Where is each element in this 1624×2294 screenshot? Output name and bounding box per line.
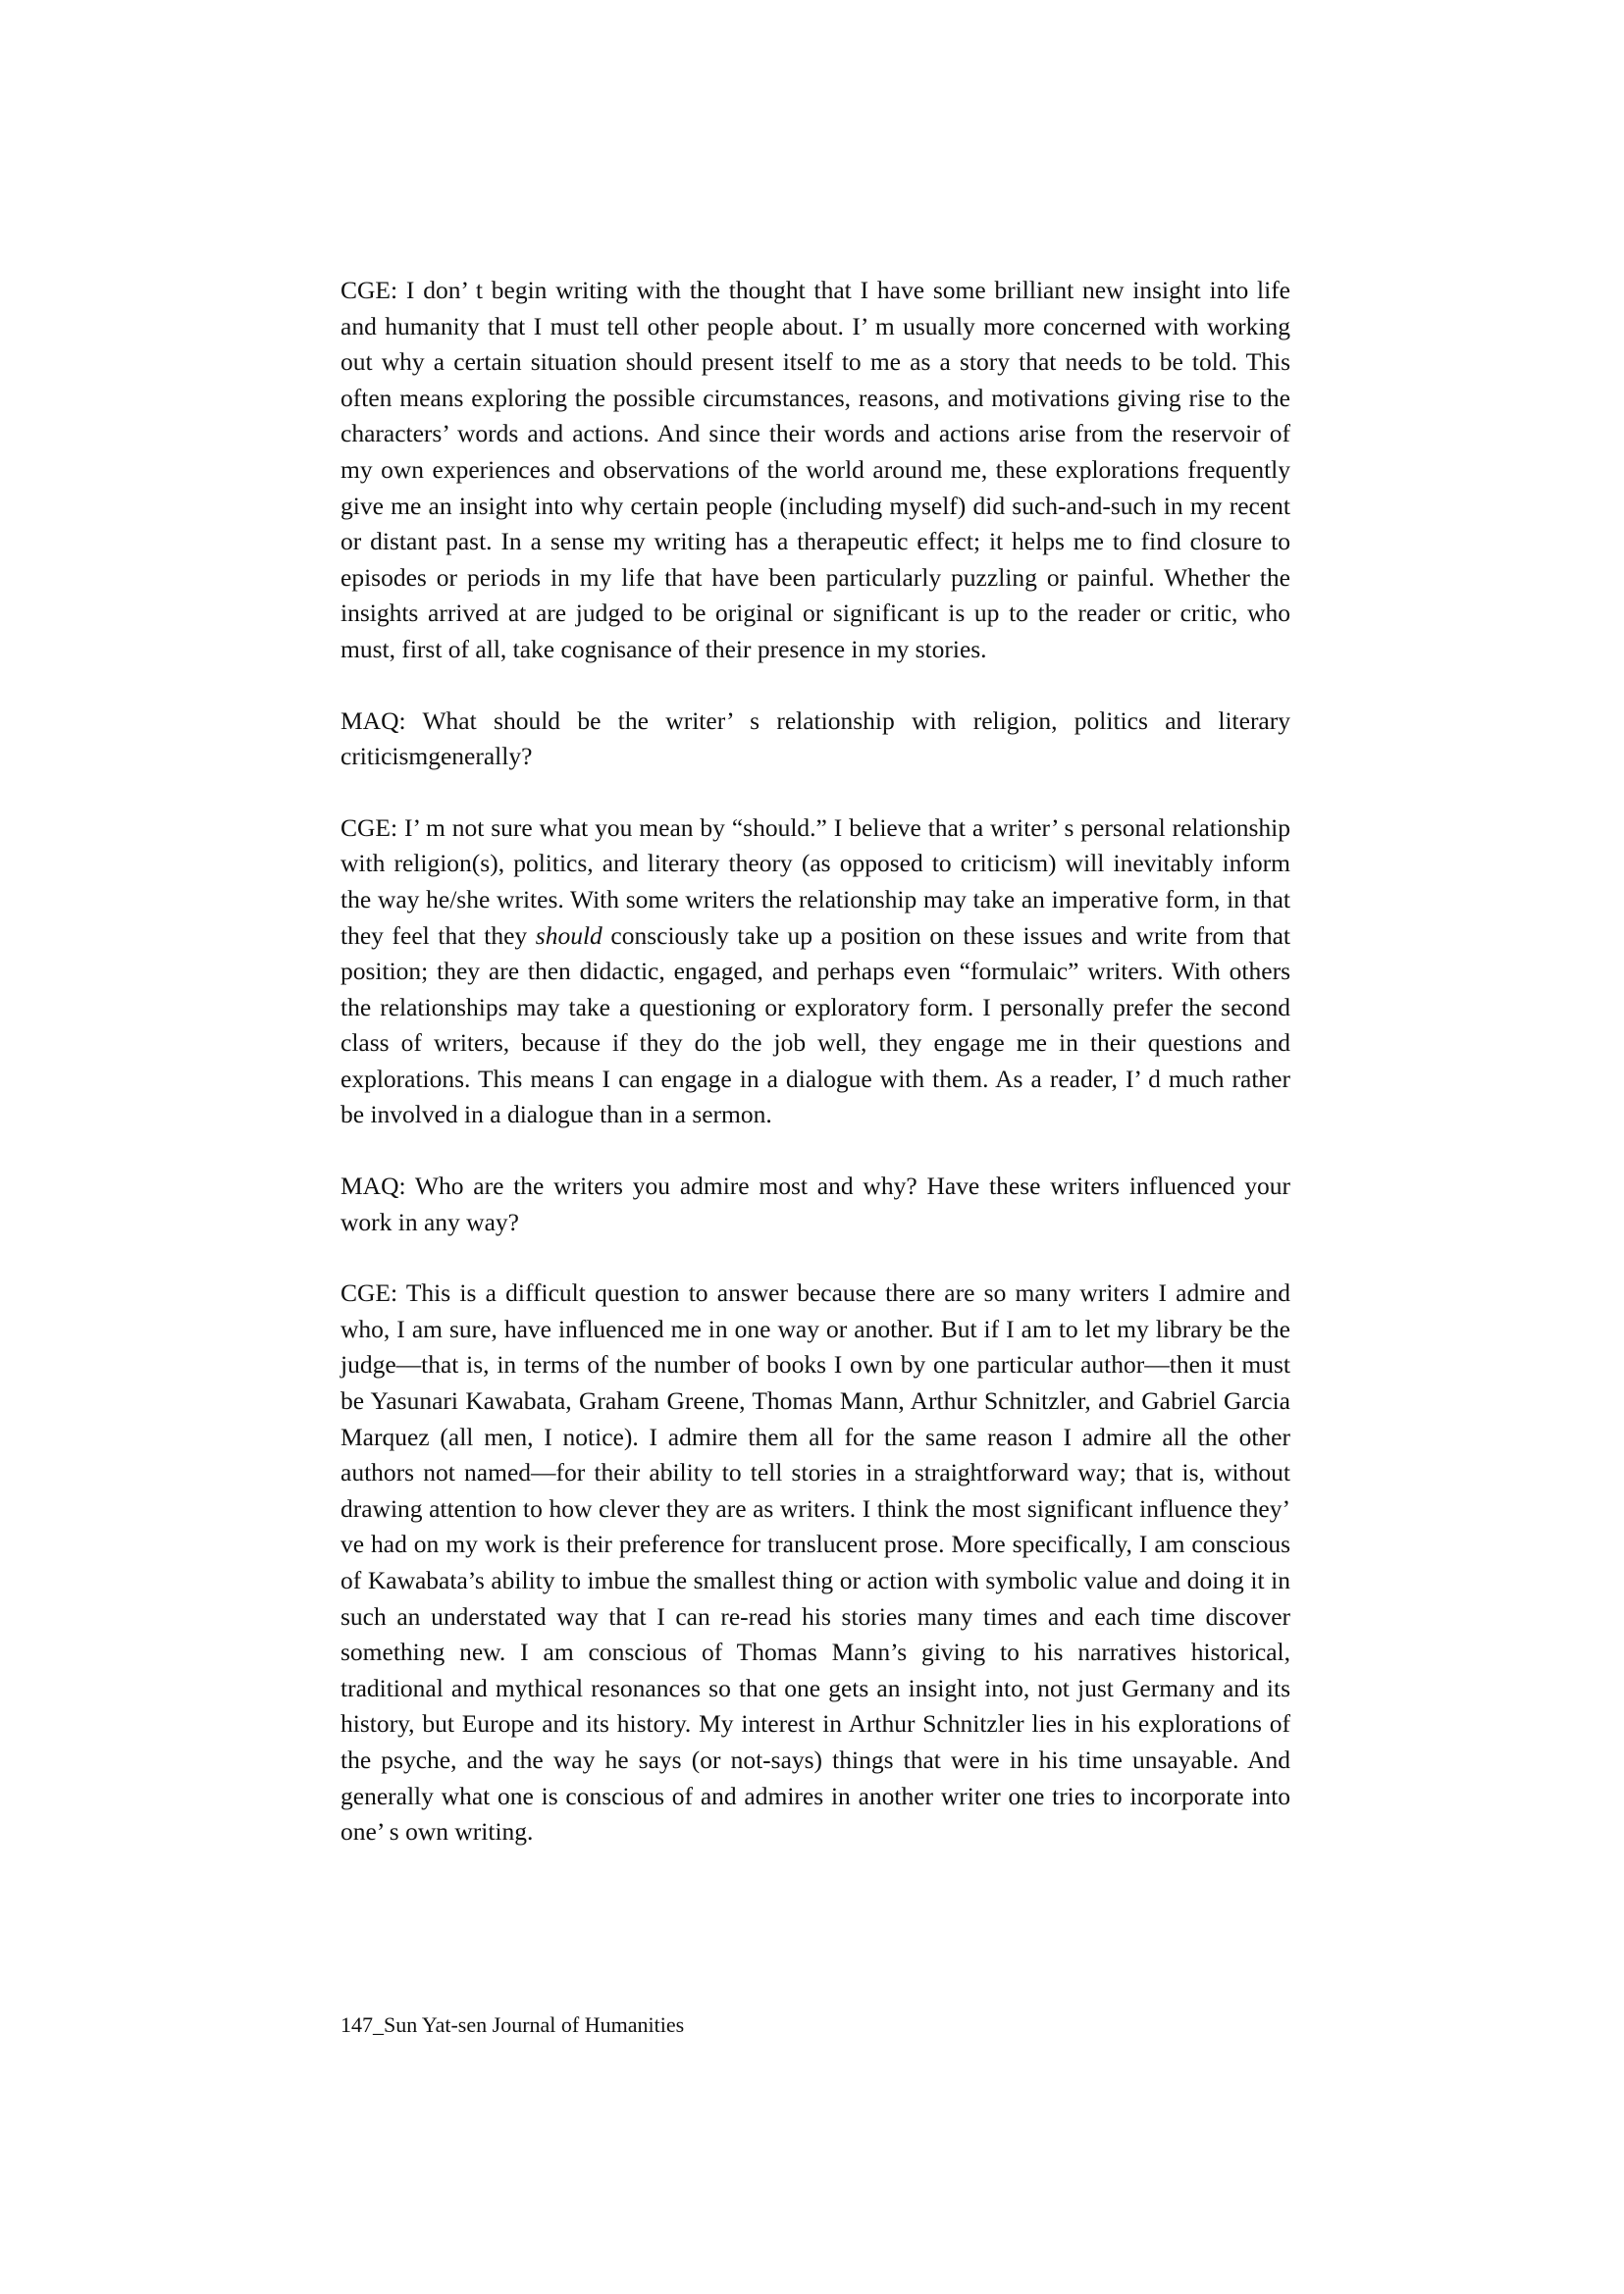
answer-text-after-emphasis: consciously take up a position on these issues and write from that position; they are then didactic, engaged, and perhaps even “formulaic” writers. With others the relationships may take a questioning or exploratory form. I personally prefer the second class of writers, because if they do the job well, they engage me in their questions and explorations. This means I can engage in a dialogue with them. As a reader, I’ d much rather be involved in a dialogue than in a sermon. — [341, 920, 1290, 1129]
page-footer: 147_Sun Yat-sen Journal of Humanities — [341, 2012, 685, 2037]
answer-paragraph-insight: CGE: I don’ t begin writing with the thought that I have some brilliant new insight into life and humanity that I must tell other people about. I’ m usually more concerned with working out why a certain situation should present itself to me as a story that needs to be told. This often means exploring the possible circumstances, reasons, and motivations giving rise to the characters’ words and actions. And since their words and actions arise from the reservoir of my own experiences and observations of the world around me, these explorations frequently give me an insight into why certain people (including myself) did such-and-such in my recent or distant past. In a sense my writing has a therapeutic effect; it helps me to find closure to episodes or periods in my life that have been particularly puzzling or painful. Whether the insights arrived at are judged to be original or significant is up to the reader or critic, who must, first of all, take cognisance of their presence in my stories. — [341, 276, 1290, 663]
question-paragraph-relationship: MAQ: What should be the writer’ s relationship with religion, politics and literary criticismgenerally? — [341, 705, 1290, 771]
answer-text-before-emphasis: CGE: I’ m not sure what you mean by “should.” I believe that a writer’ s personal relationship with religion(s), politics, and literary theory (as opposed to criticism) will inevitably inform the way he/she writes. With some writers the relationship may take an imperative form, in that they feel that they — [341, 812, 1290, 950]
question-paragraph-writers: MAQ: Who are the writers you admire most and why? Have these writers influenced your work in any way? — [341, 1172, 1290, 1236]
document-body — [341, 273, 1290, 1851]
answer-paragraph-relationship — [341, 810, 1290, 1133]
answer-paragraph-writers: CGE: This is a difficult question to answer because there are so many writers I admire and who, I am sure, have influenced me in one way or another. But if I am to let my library be the judge—that is, in terms of the number of books I own by one particular author—then it must be Yasunari Kawabata, Graham Greene, Thomas Mann, Arthur Schnitzler, and Gabriel Garcia Marquez (all men, I notice). I admire them all for the same reason I admire all the other authors not named—for their ability to tell stories in a straightforward way; that is, without drawing attention to how clever they are as writers. I think the most significant influence they’ ve had on my work is their preference for translucent prose. More specifically, I am conscious of Kawabata’s ability to imbue the smallest thing or action with symbolic value and doing it in such an understated way that I can re-read his stories many times and each time discover something new. I am conscious of Thomas Mann’s giving to his narratives historical, traditional and mythical resonances so that one gets an insight into, not just Germany and its history, but Europe and its history. My interest in Arthur Schnitzler lies in his explorations of the psyche, and the way he says (or not-says) things that were in his time unsayable. And generally what one is conscious of and admires in another writer one tries to incorporate into one’ s own writing. — [341, 1278, 1290, 1847]
emphasized-word: should — [535, 920, 602, 950]
